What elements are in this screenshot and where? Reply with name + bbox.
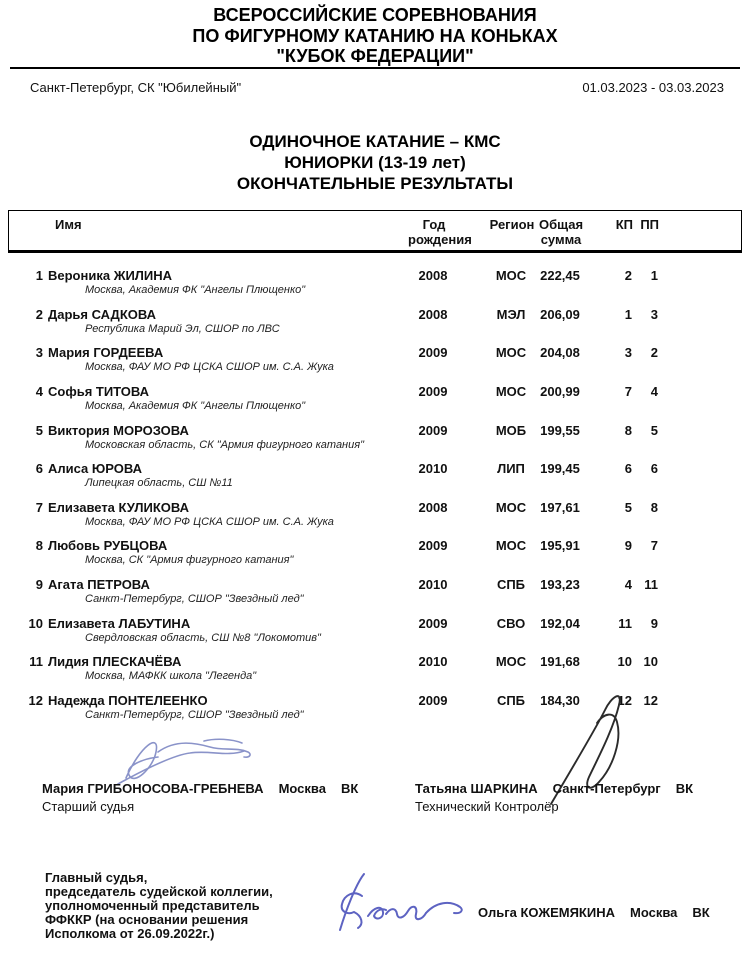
birth-year-cell: 2009	[418, 383, 448, 399]
event-section-title	[0, 131, 750, 194]
short-program-rank-cell: 5	[624, 499, 632, 515]
senior-judge-role: Старший судья	[42, 799, 135, 814]
chief-judge-signature	[316, 870, 468, 934]
birth-year-cell: 2009	[418, 345, 448, 361]
skater-name: Елизавета КУЛИКОВА	[48, 499, 190, 515]
technical-controller-category: ВК	[675, 781, 694, 796]
table-row	[0, 651, 750, 690]
technical-controller-role: Технический Контролёр	[415, 799, 559, 814]
skater-club: Москва, ФАУ МО РФ ЦСКА СШОР им. С.А. Жука	[85, 361, 334, 374]
skater-club: Липецкая область, СШ №11	[85, 477, 233, 490]
short-program-rank-cell: 8	[624, 422, 632, 438]
total-score-cell: 204,08	[540, 345, 580, 361]
column-header-region: Регион	[489, 217, 535, 232]
skater-club: Москва, МАФКК школа "Легенда"	[85, 670, 257, 683]
skater-name: Вероника ЖИЛИНА	[48, 268, 173, 283]
short-program-rank-cell: 2	[624, 268, 632, 283]
senior-judge-city: Москва	[278, 781, 326, 796]
table-row	[0, 458, 750, 497]
technical-controller-city: Санкт-Петербург	[552, 781, 661, 796]
header-divider	[10, 67, 740, 69]
skater-name: Алиса ЮРОВА	[48, 461, 143, 477]
total-score-cell: 195,91	[540, 538, 580, 554]
rank-cell: 1	[35, 268, 43, 283]
region-cell: СВО	[496, 615, 526, 631]
short-program-rank-cell: 10	[617, 654, 632, 670]
short-program-rank-cell: 3	[624, 345, 632, 361]
skater-club: Москва, ФАУ МО РФ ЦСКА СШОР им. С.А. Жука	[85, 515, 334, 528]
chief-judge-name: Ольга КОЖЕМЯКИНА	[478, 905, 615, 920]
column-header-short-program: КП	[615, 217, 633, 232]
table-row	[0, 574, 750, 613]
birth-year-cell: 2009	[418, 538, 448, 554]
region-cell: МОБ	[495, 422, 527, 438]
rank-cell: 7	[35, 499, 43, 515]
rank-cell: 3	[35, 345, 43, 361]
table-row	[0, 342, 750, 381]
free-skate-rank-cell: 11	[644, 577, 658, 593]
event-results-heading: ОКОНЧАТЕЛЬНЫЕ РЕЗУЛЬТАТЫ	[236, 174, 514, 193]
birth-year-cell: 2008	[418, 306, 448, 322]
region-cell: МЭЛ	[496, 306, 526, 322]
birth-year-cell: 2009	[418, 615, 448, 631]
rank-cell: 4	[35, 383, 43, 399]
rank-cell: 12	[28, 693, 43, 709]
region-cell: ЛИП	[497, 461, 525, 477]
table-row	[0, 420, 750, 459]
table-row	[0, 613, 750, 652]
region-cell: МОС	[495, 383, 527, 399]
senior-judge-name: Мария ГРИБОНОСОВА-ГРЕБНЕВА	[42, 781, 264, 796]
short-program-rank-cell: 11	[618, 615, 632, 631]
competition-title	[0, 5, 750, 67]
skater-name: Дарья САДКОВА	[48, 306, 156, 322]
senior-judge-block	[42, 781, 358, 814]
skater-name: Надежда ПОНТЕЛЕЕНКО	[48, 693, 208, 709]
total-score-cell: 193,23	[540, 577, 580, 593]
free-skate-rank-cell: 6	[650, 461, 658, 477]
free-skate-rank-cell: 10	[643, 654, 658, 670]
skater-name: Софья ТИТОВА	[48, 383, 150, 399]
birth-year-cell: 2008	[418, 268, 448, 283]
rank-cell: 8	[35, 538, 43, 554]
skater-name: Лидия ПЛЕСКАЧЁВА	[48, 654, 182, 670]
skater-name: Елизавета ЛАБУТИНА	[48, 615, 191, 631]
free-skate-rank-cell: 9	[650, 615, 658, 631]
skater-name: Мария ГОРДЕЕВА	[48, 345, 164, 361]
competition-title-line3: "КУБОК ФЕДЕРАЦИИ"	[276, 46, 474, 66]
skater-name: Виктория МОРОЗОВА	[48, 422, 189, 438]
skater-club: Санкт-Петербург, СШОР "Звездный лед"	[85, 709, 304, 722]
column-header-total: Общая сумма	[538, 217, 584, 247]
birth-year-cell: 2010	[418, 461, 448, 477]
event-discipline: ОДИНОЧНОЕ КАТАНИЕ – КМС	[249, 132, 501, 151]
free-skate-rank-cell: 3	[650, 306, 658, 322]
birth-year-cell: 2008	[418, 499, 448, 515]
technical-controller-block	[415, 781, 693, 814]
total-score-cell: 199,55	[540, 422, 580, 438]
birth-year-cell: 2010	[418, 654, 448, 670]
rank-cell: 2	[35, 306, 43, 322]
total-score-cell: 199,45	[540, 461, 580, 477]
competition-title-line2: ПО ФИГУРНОМУ КАТАНИЮ НА КОНЬКАХ	[192, 25, 558, 46]
results-table-header	[8, 210, 742, 253]
region-cell: МОС	[495, 345, 527, 361]
event-category: ЮНИОРКИ (13-19 лет)	[284, 153, 466, 172]
chief-judge-category: ВК	[692, 905, 710, 920]
rank-cell: 6	[35, 461, 43, 477]
free-skate-rank-cell: 2	[650, 345, 658, 361]
table-row	[0, 497, 750, 536]
results-rows	[0, 265, 750, 729]
table-row	[0, 381, 750, 420]
skater-name: Агата ПЕТРОВА	[48, 577, 150, 593]
chief-judge-role-block: Главный судья, председатель судейской коллегии, уполномоченный представитель ФФККР (на основании решения Исполкома от 26.09.2022г.)	[45, 870, 273, 941]
region-cell: МОС	[495, 538, 527, 554]
column-header-free-skate: ПП	[640, 217, 659, 232]
birth-year-cell: 2009	[418, 693, 448, 709]
table-row	[0, 535, 750, 574]
free-skate-rank-cell: 4	[650, 383, 658, 399]
free-skate-rank-cell: 5	[650, 422, 658, 438]
region-cell: СПБ	[496, 577, 526, 593]
total-score-cell: 206,09	[540, 306, 580, 322]
skater-club: Свердловская область, СШ №8 "Локомотив"	[85, 631, 321, 644]
skater-club: Москва, Академия ФК "Ангелы Плющенко"	[85, 399, 306, 412]
chief-judge-block	[478, 905, 710, 920]
short-program-rank-cell: 4	[624, 577, 632, 593]
free-skate-rank-cell: 7	[650, 538, 658, 554]
rank-cell: 10	[28, 615, 43, 631]
competition-title-line1: ВСЕРОССИЙСКИЕ СОРЕВНОВАНИЯ	[213, 5, 537, 25]
column-header-name: Имя	[55, 217, 82, 232]
short-program-rank-cell: 7	[624, 383, 632, 399]
free-skate-rank-cell: 12	[643, 693, 658, 709]
short-program-rank-cell: 6	[624, 461, 632, 477]
free-skate-rank-cell: 8	[650, 499, 658, 515]
region-cell: МОС	[495, 268, 527, 283]
rank-cell: 11	[29, 654, 43, 670]
table-row	[0, 265, 750, 304]
short-program-rank-cell: 1	[624, 306, 632, 322]
column-header-birth-year: Год рождения	[408, 217, 472, 247]
rank-cell: 5	[35, 422, 43, 438]
region-cell: СПБ	[496, 693, 526, 709]
short-program-rank-cell: 12	[617, 693, 632, 709]
skater-club: Москва, Академия ФК "Ангелы Плющенко"	[85, 284, 306, 296]
total-score-cell: 192,04	[540, 615, 580, 631]
table-row	[0, 304, 750, 343]
technical-controller-name: Татьяна ШАРКИНА	[415, 781, 538, 796]
free-skate-rank-cell: 1	[650, 268, 658, 283]
short-program-rank-cell: 9	[624, 538, 632, 554]
chief-judge-city: Москва	[629, 905, 678, 920]
senior-judge-category: ВК	[340, 781, 359, 796]
region-cell: МОС	[495, 654, 527, 670]
rank-cell: 9	[35, 577, 43, 593]
skater-club: Республика Марий Эл, СШОР по ЛВС	[85, 322, 280, 335]
total-score-cell: 197,61	[540, 499, 580, 515]
total-score-cell: 222,45	[540, 268, 580, 283]
skater-club: Москва, СК "Армия фигурного катания"	[85, 554, 294, 567]
skater-name: Любовь РУБЦОВА	[48, 538, 168, 554]
region-cell: МОС	[495, 499, 527, 515]
total-score-cell: 184,30	[540, 693, 580, 709]
total-score-cell: 200,99	[540, 383, 580, 399]
total-score-cell: 191,68	[540, 654, 580, 670]
skater-club: Санкт-Петербург, СШОР "Звездный лед"	[85, 593, 304, 606]
birth-year-cell: 2009	[418, 422, 448, 438]
dates-label: 01.03.2023 - 03.03.2023	[582, 80, 724, 95]
birth-year-cell: 2010	[418, 577, 448, 593]
venue-label: Санкт-Петербург, СК "Юбилейный"	[30, 80, 242, 95]
skater-club: Московская область, СК "Армия фигурного катания"	[85, 438, 365, 451]
